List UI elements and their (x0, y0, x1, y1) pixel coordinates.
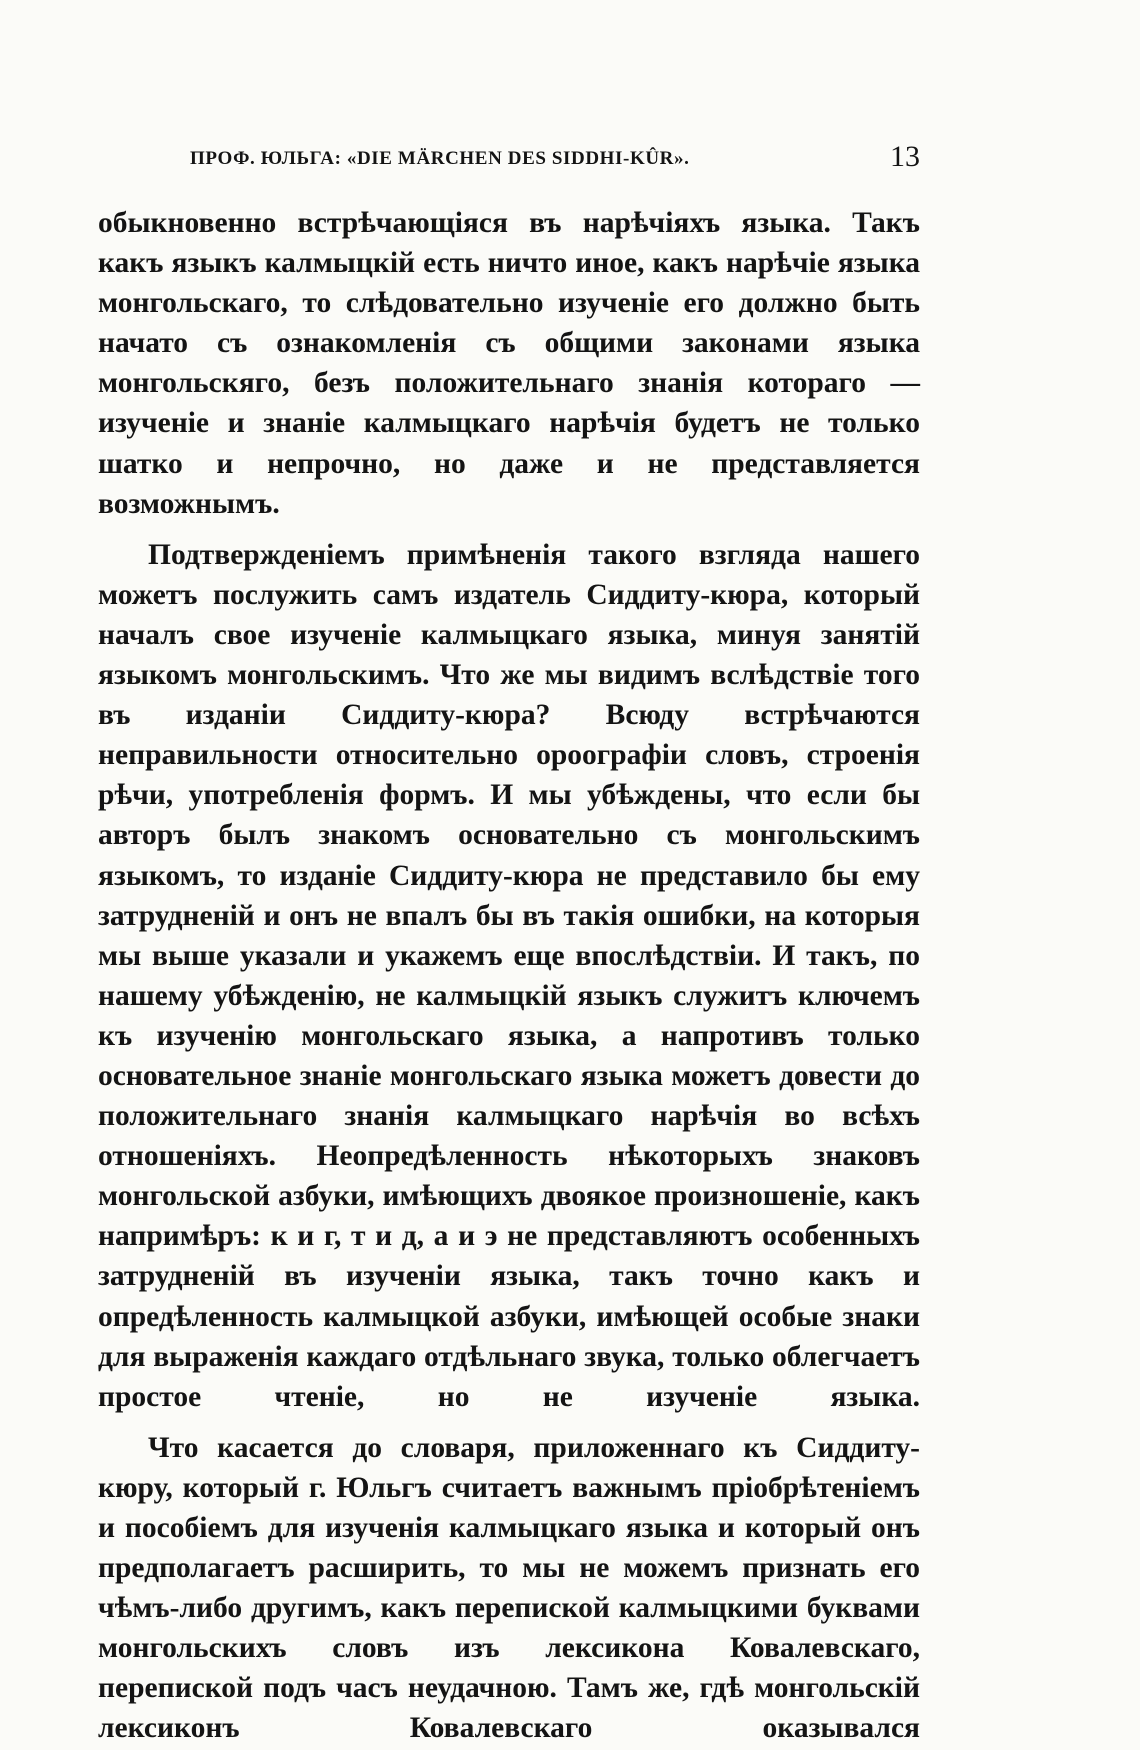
paragraph-3: Что касается до словаря, приложеннаго къ Сиддиту-кюру, который г. Юльгъ считаетъ важнымъ прiобрѣтенiемъ и пособiемъ для изученiя калмыцкаго языка и который онъ предполагаетъ расширить, то мы не можемъ признать его чѣмъ-либо другимъ, какъ перепиской калмыцкими буквами монгольскихъ словъ изъ лексикона Ковалевскаго, перепиской подъ часъ неудачною. Тамъ же, гдѣ монгольскiй лексиконъ Ковалевскаго оказывался (98, 1431, 920, 1745)
body-text (98, 203, 920, 1749)
running-head: ПРОФ. ЮЛЬГА: «DIE MÄRCHEN DES SIDDHI-KÛR». (190, 148, 690, 169)
page-header (98, 140, 920, 180)
paragraph-1: обыкновенно встрѣчающiяся въ нарѣчiяхъ языка. Такъ какъ языкъ калмыцкiй есть ничто иное, какъ нарѣчiе языка монгольскаго, то слѣдовательно изученiе его должно быть начато съ ознакомленiя съ общими законами языка монгольскяго, безъ положительнаго знанiя котораго — изученiе и знанiе калмыцкаго нарѣчiя будетъ не только шатко и непрочно, но даже и не представляется возможнымъ. (98, 207, 920, 520)
page-number: 13 (890, 140, 920, 173)
paragraph-2: Подтвержденiемъ примѣненiя такого взгляда нашего можетъ послужить самъ издатель Сиддиту-кюра, который началъ свое изученiе калмыцкаго языка, минуя занятiй языкомъ монгольскимъ. Что же мы видимъ вслѣдствiе того въ изданiи Сиддиту-кюра? Всюду встрѣчаются неправильности относительно ороографiи словъ, строенiя рѣчи, употребленiя формъ. И мы убѣждены, что если бы авторъ былъ знакомъ основательно съ монгольскимъ языкомъ, то изданiе Сиддиту-кюра не представило бы ему затрудненiй и онъ не впалъ бы въ такiя ошибки, на которыя мы выше указали и укажемъ еще впослѣдствiи. И такъ, по нашему убѣжденiю, не калмыцкiй языкъ служитъ ключемъ къ изученiю монгольскаго языка, а напротивъ только основательное знанiе монгольскаго языка можетъ довести до положительнаго знанiя калмыцкаго нарѣчiя во всѣхъ отношенiяхъ. Неопредѣленность нѣкоторыхъ знаковъ монгольской азбуки, имѣющихъ двоякое произношенiе, какъ напримѣръ: к и г, т и д, а и э не представляютъ особенныхъ затрудненiй въ изученiи языка, такъ точно какъ и опредѣленность калмыцкой азбуки, имѣющей особые знаки для выраженiя каждаго отдѣльнаго звука, только облегчаетъ простое чтенiе, но не изученiе языка. (98, 538, 920, 1413)
